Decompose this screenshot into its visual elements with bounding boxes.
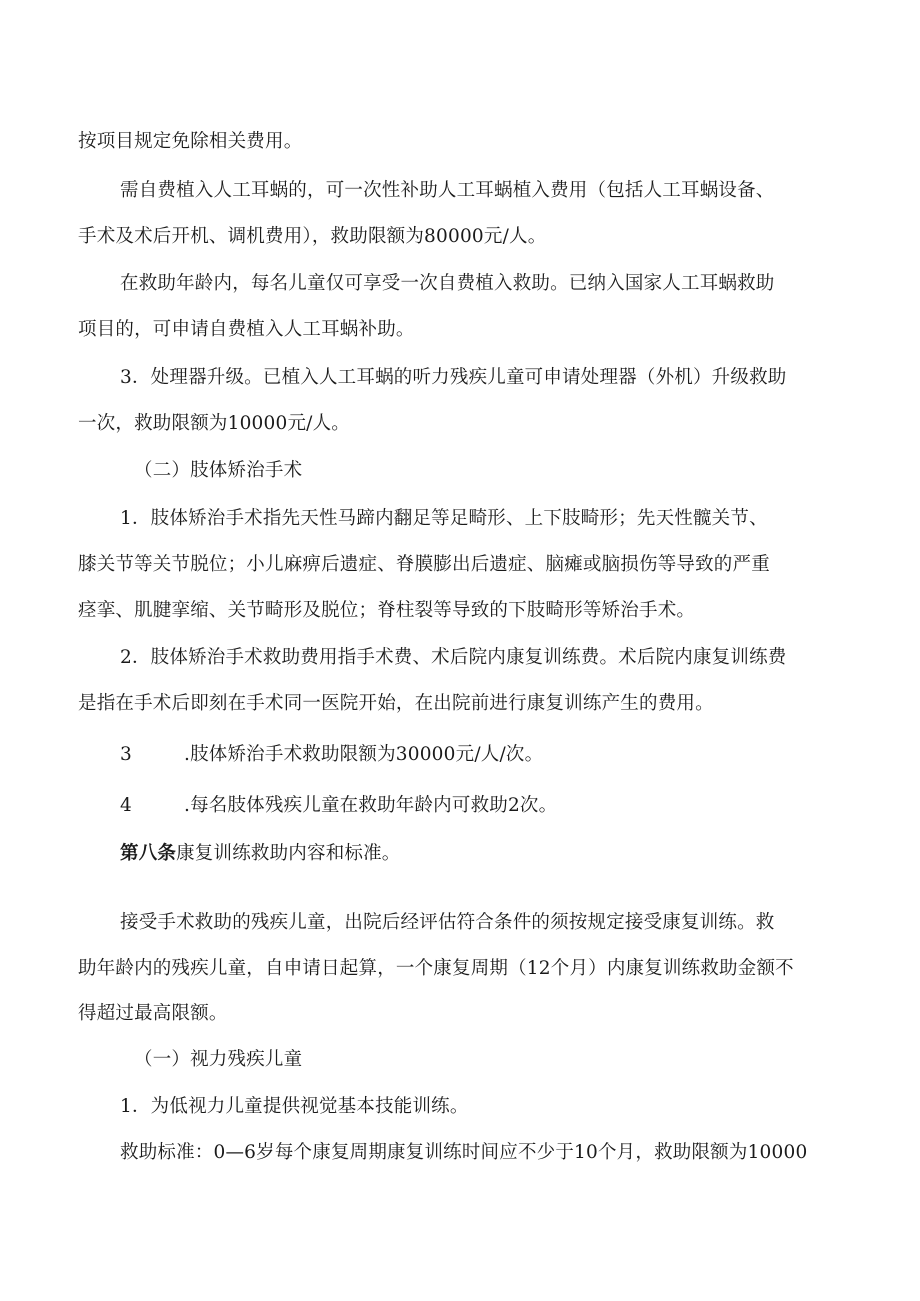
paragraph-line: 3．处理器升级。已植入人工耳蜗的听力残疾儿童可申请处理器（外机）升级救助: [120, 367, 787, 388]
paragraph-line: 按项目规定免除相关费用。: [78, 131, 303, 152]
section-heading: （一）视力残疾儿童: [134, 1049, 303, 1070]
paragraph-line: 手术及术后开机、调机费用），救助限额为80000元/人。: [78, 226, 547, 247]
paragraph-line: 需自费植入人工耳蜗的，可一次性补助人工耳蜗植入费用（包括人工耳蜗设备、: [120, 180, 775, 201]
paragraph-line: 得超过最高限额。: [78, 1003, 228, 1024]
paragraph-line: 接受手术救助的残疾儿童，出院后经评估符合条件的须按规定接受康复训练。救: [120, 912, 775, 933]
article-title: 康复训练救助内容和标准。: [176, 843, 401, 864]
paragraph-line: 1．为低视力儿童提供视觉基本技能训练。: [120, 1096, 469, 1117]
paragraph-line: 2．肢体矫治手术救助费用指手术费、术后院内康复训练费。术后院内康复训练费: [120, 647, 787, 668]
item-text: .肢体矫治手术救助限额为30000元/人/次。: [183, 744, 544, 765]
article-number: 第八条: [120, 843, 177, 864]
numbered-line: [120, 794, 890, 818]
paragraph-line: 是指在手术后即刻在手术同一医院开始，在出院前进行康复训练产生的费用。: [78, 693, 714, 714]
numbered-line: [120, 743, 890, 767]
paragraph-line: 项目的，可申请自费植入人工耳蜗补助。: [78, 319, 415, 340]
paragraph-line: 在救助年龄内，每名儿童仅可享受一次自费植入救助。已纳入国家人工耳蜗救助: [120, 273, 775, 294]
item-number: 4: [120, 795, 132, 816]
paragraph-line: 救助标准：0—6岁每个康复周期康复训练时间应不少于10个月，救助限额为10000: [120, 1142, 808, 1163]
paragraph-line: 助年龄内的残疾儿童，自申请日起算，一个康复周期（12个月）内康复训练救助金额不: [78, 958, 794, 979]
section-heading: （二）肢体矫治手术: [134, 460, 303, 481]
item-number: 3: [120, 744, 132, 765]
paragraph-line: 1．肢体矫治手术指先天性马蹄内翻足等足畸形、上下肢畸形；先天性髋关节、: [120, 508, 768, 529]
article-line: [120, 842, 890, 866]
paragraph-line: 痉挛、肌腱挛缩、关节畸形及脱位；脊柱裂等导致的下肢畸形等矫治手术。: [78, 600, 696, 621]
paragraph-line: 膝关节等关节脱位；小儿麻痹后遗症、脊膜膨出后遗症、脑瘫或脑损伤等导致的严重: [78, 554, 770, 575]
paragraph-line: 一次，救助限额为10000元/人。: [78, 413, 350, 434]
item-text: .每名肢体残疾儿童在救助年龄内可救助2次。: [183, 795, 558, 816]
